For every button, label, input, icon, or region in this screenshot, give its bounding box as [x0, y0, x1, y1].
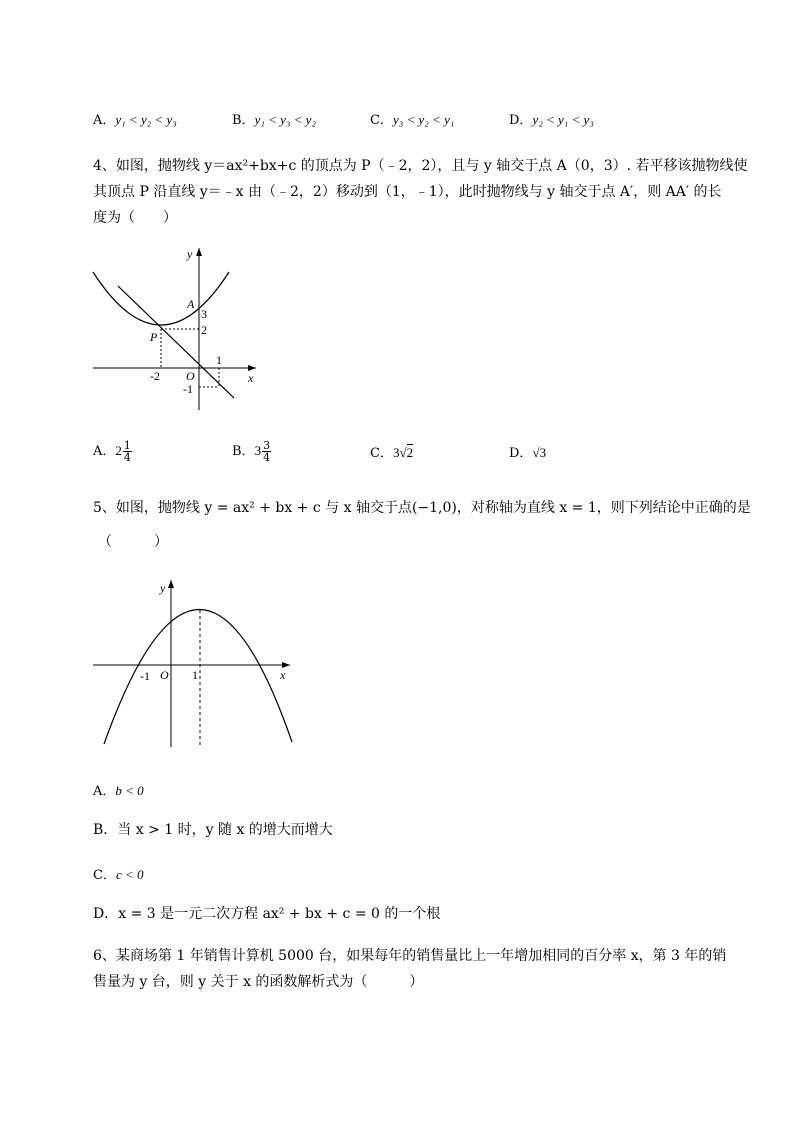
q4-option-a[interactable]: A．2 $\frac{1}{4}$ [93, 439, 131, 464]
q5-stem-line-2: （ ） [98, 534, 168, 550]
q3-option-c[interactable]: C．y₃ < y₂ < y₁ [370, 112, 455, 128]
q5-label-m1: -1 [140, 669, 150, 683]
q4-figure [88, 240, 268, 415]
q5-option-c[interactable]: C．c < 0 [93, 867, 144, 883]
q6-stem-line-2: 售量为 y 台，则 y 关于 x 的函数解析式为（ ） [93, 974, 424, 990]
q4-y-arrow [196, 248, 202, 256]
q4-label-1: 1 [216, 353, 222, 367]
q4-label-y: y [187, 247, 193, 261]
q4-stem-line-2: 其顶点 P 沿直线 y＝﹣x 由（﹣2，2）移动到（1，﹣1），此时抛物线与 y 轴交于点 A′，则 AA′ 的长 [93, 184, 722, 200]
q4-stem-line-3: 度为（ ） [93, 210, 177, 226]
q5-label-y: y [160, 581, 166, 595]
q4-option-b-fraction: $\frac{3}{4}$ [263, 439, 271, 464]
q3-option-b[interactable]: B．y₁ < y₃ < y₂ [232, 112, 316, 128]
q4-line-y-neg-x [118, 286, 234, 398]
q4-label-m1: -1 [183, 382, 193, 396]
q5-y-arrow [168, 580, 174, 588]
q4-option-a-fraction: $\frac{1}{4}$ [123, 439, 131, 464]
q4-label-p: P [150, 330, 158, 344]
q4-option-c[interactable]: C．3√2 [370, 445, 414, 461]
q5-label-1: 1 [192, 668, 198, 682]
q4-label-2: 2 [201, 323, 207, 337]
q6-stem-line-1: 6、某商场第 1 年销售计算机 5000 台，如果每年的销售量比上一年增加相同的百分率 x，第 3 年的销 [93, 948, 727, 964]
q5-option-a[interactable]: A．b < 0 [93, 783, 144, 799]
q5-parabola [104, 609, 292, 744]
radical-sign-icon: √ [399, 445, 407, 460]
q5-figure [88, 572, 303, 757]
q5-label-o: O [160, 668, 169, 682]
q4-label-m2: -2 [150, 369, 160, 383]
q5-stem-line-1: 5、如图，抛物线 y = ax² + bx + c 与 x 轴交于点(−1,0)，对称轴为直线 x = 1，则下列结论中正确的是 [93, 500, 751, 516]
q4-label-o: O [186, 369, 195, 383]
q5-option-b[interactable]: B．当 x > 1 时，y 随 x 的增大而增大 [93, 822, 333, 838]
q4-stem-line-1: 4、如图，抛物线 y＝ax²+bx+c 的顶点为 P（﹣2，2），且与 y 轴交于点 A（0，3）. 若平移该抛物线使 [93, 158, 748, 174]
q3-option-a[interactable]: A．y₁ < y₂ < y₃ [93, 112, 177, 128]
q4-label-x: x [248, 371, 254, 385]
q4-parabola [93, 272, 229, 325]
q4-label-a: A [187, 297, 195, 311]
q4-label-3: 3 [201, 307, 207, 321]
q3-option-d[interactable]: D．y₂ < y₁ < y₃ [509, 112, 594, 128]
q5-label-x: x [280, 668, 286, 682]
q4-option-b[interactable]: B．3 $\frac{3}{4}$ [232, 439, 271, 464]
q5-option-d[interactable]: D．x = 3 是一元二次方程 ax² + bx + c = 0 的一个根 [93, 906, 441, 922]
q4-option-d[interactable]: D．√3 [509, 445, 547, 461]
